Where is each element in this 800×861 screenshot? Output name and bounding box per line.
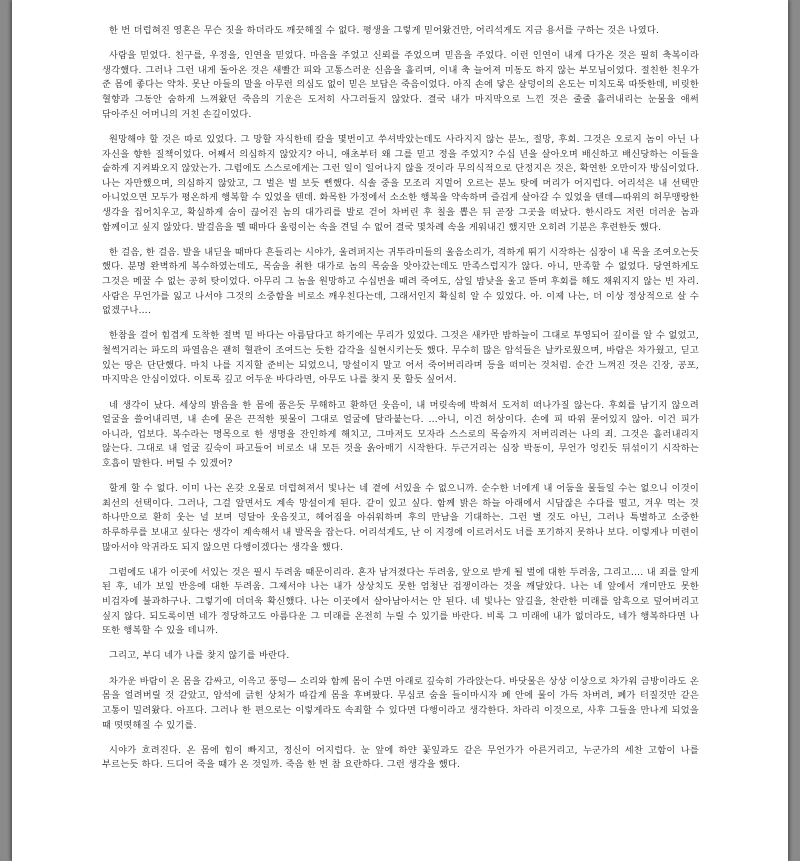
paragraph-3: 원망해야 할 것은 따로 있었다. 그 망할 자식한테 칼을 몇번이고 쑤셔박았는데도 사라지지 않는 분노, 절망, 후회. 그것은 오로지 놈이 아닌 나 자신을 향한 질책이었다. 어째서 의심하지 않았지? 아니, 애초부터 왜 그를 믿고 정을 주었지? 수십 년을 살아오며 배신하고 배신당하는 이들을 숱하게 지켜봐오지 않았는가. 그럼에도 스스로에게는 그런 일이 일어나지 않을 것이라 무의식적으로 단정지은 것은, 확연한 오만이자 방심이었다. 나는 자만했으며, 의심하지 않았고, 그 벌은 벌 보듯 뻔했다. 식솔 중을 모조리 지멀어 오르는 분노 탓에 머리가 어지럽다. 어리석은 내 선택만 아니었으면 모두가 평온하게 행복할 수 있었을 텐데. 화목한 가정에서 소소한 행복을 약속하며 즐겁게 살아갈 수 있었을 텐데—따위의 허무맹랑한 생각을 집어치우고, 확실하게 숨이 끊어진 놈의 대가리를 발로 걷어 차버린 후 칠을 뽑은 뒤 곧장 그곳을 떠났다. 한시라도 저런 더러운 놈과 함께이고 싶지 않았다. 발걸음을 뗄 때마다 울렁이는 속을 견딜 수 없어 결국 몇차례 속을 게워내긴 했지만 오히려 기분은 후련한듯 했다.	[102, 133, 699, 233]
paragraph-7: 할게 할 수 없다. 이미 나는 온갖 오물로 더럽혀져서 빛나는 네 곁에 서있을 수 없으니까. 순수한 너에게 내 어둠을 물들일 수는 없으니 이것이 최선의 선택이다. 그러나, 그걸 알면서도 계속 망설이게 된다. 같이 있고 싶다. 함께 밝은 하늘 아래에서 시답잖은 수다를 떨고, 겨우 먹는 것 하나만으로 환히 웃는 널 보며 덩달아 웃음짓고, 헤어짐을 아쉬워하며 후의 만남을 기대하는. 그런 별 것도 아닌, 그러나 특별하고 소중한 하루하루를 보내고 싶다는 생각이 계속해서 내 발목을 잡는다. 어리석게도, 난 이 지경에 이르러서도 너를 포기하지 못하나 보다. 이렇게나 미련이 많아서야 악귀라도 되지 않으면 다행이겠다는 생각을 했다.	[102, 483, 699, 553]
paragraph-9: 그리고, 부디 네가 나를 찾지 않기를 바란다.	[109, 650, 290, 662]
paragraph-10: 차가운 바람이 온 몸을 감싸고, 이윽고 풍덩— 소리와 함께 몸이 수면 아래로 깊숙히 가라앉는다. 바닷물은 상상 이상으로 차가워 금방이라도 온 몸을 얼려버릴 것 같았고, 암석에 긁힌 상처가 따갑게 몸을 후벼팠다. 무심코 숨을 들이마시자 폐 안에 물이 가득 차버려, 폐가 터질것만 같은 고통이 밀려왔다. 아프다. 그러나 한 편으로는 이렇게라도 속죄할 수 있다면 다행이라고 생각한다. 차라리 이것으로, 사후 그들을 만나게 되었을 때 떳떳해질 수 있기를.	[102, 675, 699, 731]
paragraph-1: 한 번 더럽혀진 영혼은 무슨 짓을 하더라도 깨끗해질 수 없다. 평생을 그렇게 믿어왔건만, 어리석게도 지금 용서를 구하는 것은 나였다.	[109, 25, 660, 36]
document-body	[102, 24, 699, 784]
paragraph-6: 네 생각이 났다. 세상의 밝음을 한 몸에 품은듯 무해하고 환하던 웃음이, 내 머릿속에 박혀서 도저히 떠나가질 않는다. 후회를 남기지 않으려 얼굴을 쓸어내리면, 내 손에 묻은 끈적한 핏물이 그대로 얼굴에 달라붙는다. …아니, 이건 허상이다. 손에 피 따위 묻어있지 않아. 이건 피가 아니라, 업보다. 복수라는 명목으로 한 생명을 잔인하게 해치고, 그마저도 모자라 스스로의 목숨까지 저버리려는 나의 죄. 그것은 흘러내리지 않는다. 그대로 내 얼굴 깊숙이 파고들어 비로소 내 모든 것을 옭아매기 시작한다. 두근거리는 심장 박동이, 무언가 엉킨듯 뒤섞이기 시작하는 호흡이 말한다. 버틸 수 있겠어?	[102, 399, 699, 469]
document-page	[12, 0, 788, 861]
paragraph-4: 한 걸음, 한 걸음. 발을 내딛을 때마다 흔들리는 시야가, 울려퍼지는 귀뚜라미들의 울음소리가, 격하게 뛰기 시작하는 심장이 내 목을 조여오는듯 했다. 분명 완벽하게 복수하였는데도, 목숨을 취한 대가로 놈의 목숨을 앗아갔는데도 만족스럽지가 않다. 아니, 만족할 수 없었다. 당연하게도 그것은 메꿀 수 없는 공허 탓이었다. 아무리 그 놈을 원망하고 수십번을 때려 죽여도, 삼일 밤낮을 울고 뜯며 후회를 해도 채워지지 않는 빈 자리. 사람은 무언가를 잃고 나서야 그것의 소중함을 비로소 깨우친다는데, 그래서인지 확실히 알 수 있었다. 아. 이제 나는, 더 이상 정상적으로 살 수 없겠구나….	[102, 246, 699, 317]
paragraph-5: 한참을 걸어 힘겹게 도착한 절벽 밑 바다는 아름답다고 하기에는 무리가 있었다. 그것은 새카만 밤하늘이 그대로 투영되어 깊이를 알 수 없었고, 철썩거리는 파도의 파열음은 괜히 혈관이 조여드는 듯한 감각을 실현시키는듯 했다. 무수히 많은 암석들은 날카로웠으며, 바람은 차가웠고, 딛고 있는 땅은 단단했다. 마치 나를 지지할 준비는 되었으니, 망설이지 말고 어서 죽어버리라며 등을 떠미는 것처럼. 순간 느껴진 것은 긴장, 공포, 마지막은 안심이었다. 이토록 깊고 어두운 바다라면, 아무도 나를 찾지 못 할듯 싶어서.	[102, 330, 699, 386]
paragraph-2: 사람을 믿었다. 친구를, 우정을, 인연을 믿었다. 마음을 주었고 신뢰를 주었으며 믿음을 주었다. 이런 인연이 내게 다가온 것은 필히 축복이라 생각했다. 그러나 그런 내게 돌아온 것은 새빨간 피와 고통스러운 신음을 흘리며, 이내 축 늘어져 미동도 하지 않는 부모님이었다. 절친한 친우가 준 몸에 좋다는 약차. 못난 아들의 말을 아무런 의심도 없이 믿은 보답은 죽음이었다. 아직 손에 닿은 살덩이의 온도는 미치도록 따뜻한데, 비릿한 혈향과 그동안 숨하게 느껴왔던 죽음의 기운은 도저히 사그러들지 않았다. 결국 내가 마지막으로 느낀 것은 줄줄 흘러내리는 눈물을 애써 닦아주신 어머니의 거친 손길이었다.	[102, 50, 699, 120]
paragraph-11: 시야가 흐려진다. 온 몸에 힘이 빠지고, 정신이 어지럽다. 눈 앞에 하얀 꽃잎과도 같은 무언가가 아른거리고, 누군가의 세찬 고함이 나를 부르는듯 하다. 드디어 죽을 때가 온 것일까. 죽음 한 번 참 요란하다. 그런 생각을 했다.	[102, 744, 699, 771]
paragraph-8: 그럼에도 내가 이곳에 서있는 것은 필시 두려움 때문이리라. 혼자 남겨졌다는 두려움, 앞으로 받게 될 벌에 대한 두려움, 그리고…. 내 죄를 알게 된 후, 네가 보일 반응에 대한 두려움. 그제서야 나는 내가 상상치도 못한 엄청난 겁쟁이라는 것을 깨달았다. 나는 네 앞에서 개미만도 못한 비겁자에 불과하구나. 그렇기에 더더욱 확신했다. 나는 이곳에서 살아남아서는 안 된다. 네 빛나는 앞길을, 찬란한 미래를 암흑으로 덮어버리고 싶지 않다. 되도록이면 네가 정당하고도 아름다운 그 미래를 온전히 누릴 수 있기를 바란다. 비록 그 미래에 내가 없더라도, 네가 행복하다면 나 또한 행복할 수 있을 테니까.	[102, 566, 699, 637]
